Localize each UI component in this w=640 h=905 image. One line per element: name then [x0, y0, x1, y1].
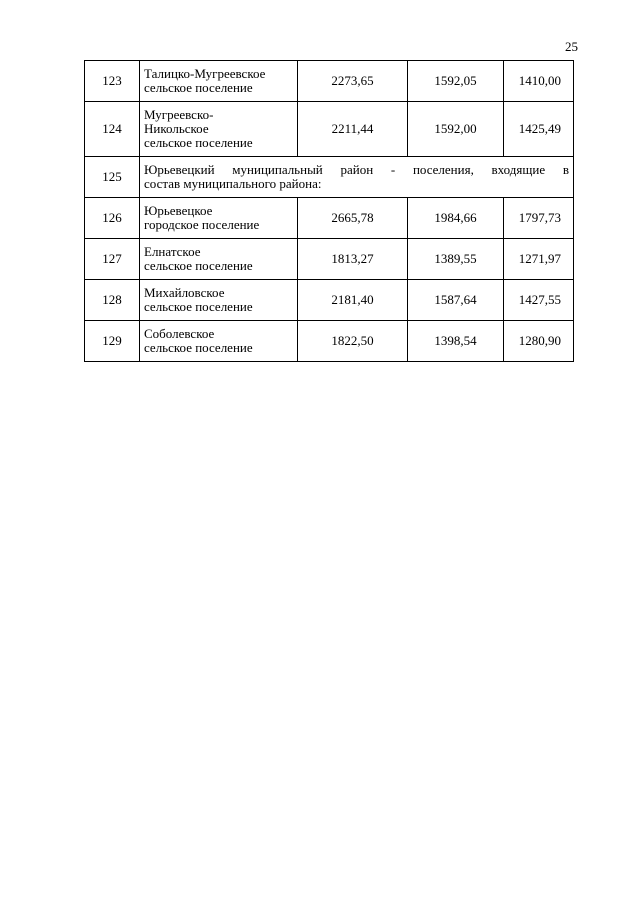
value-cell-2: 1592,05 [408, 61, 504, 102]
value-cell-3: 1797,73 [504, 198, 574, 239]
settlement-name-line: сельское поселение [144, 299, 253, 314]
settlement-name [140, 239, 298, 280]
settlement-name-line: Михайловское [144, 285, 225, 300]
table-row [85, 239, 574, 280]
settlements-table [84, 60, 574, 362]
value-cell-2: 1398,54 [408, 321, 504, 362]
value-cell-2: 1389,55 [408, 239, 504, 280]
value-cell-2: 1592,00 [408, 102, 504, 157]
settlement-name-line: Никольское [144, 121, 209, 136]
value-cell-1: 2211,44 [298, 102, 408, 157]
settlement-name-line: Мугреевско- [144, 107, 214, 122]
value-cell-3: 1410,00 [504, 61, 574, 102]
value-cell-3: 1427,55 [504, 280, 574, 321]
settlement-name-line: сельское поселение [144, 80, 253, 95]
value-cell-1: 2181,40 [298, 280, 408, 321]
row-number: 128 [85, 280, 140, 321]
table-row [85, 102, 574, 157]
value-cell-1: 1822,50 [298, 321, 408, 362]
table-row [85, 321, 574, 362]
row-number: 123 [85, 61, 140, 102]
row-number: 124 [85, 102, 140, 157]
row-number: 127 [85, 239, 140, 280]
settlement-name-line: Юрьевецкое [144, 203, 213, 218]
settlement-name-line: сельское поселение [144, 258, 253, 273]
table-row [85, 280, 574, 321]
row-number: 129 [85, 321, 140, 362]
settlement-name [140, 198, 298, 239]
settlement-name-line: Соболевское [144, 326, 215, 341]
value-cell-1: 2273,65 [298, 61, 408, 102]
value-cell-3: 1425,49 [504, 102, 574, 157]
settlement-name-line: городское поселение [144, 217, 260, 232]
settlement-name [140, 321, 298, 362]
settlement-name [140, 61, 298, 102]
settlement-name-line: Елнатское [144, 244, 201, 259]
settlement-name-line: Талицко-Мугреевское [144, 66, 266, 81]
value-cell-2: 1984,66 [408, 198, 504, 239]
district-heading-line: состав муниципального района: [144, 176, 322, 191]
table-row [85, 157, 574, 198]
value-cell-3: 1280,90 [504, 321, 574, 362]
value-cell-3: 1271,97 [504, 239, 574, 280]
settlement-name-line: сельское поселение [144, 135, 253, 150]
row-number: 126 [85, 198, 140, 239]
settlement-name-line: сельское поселение [144, 340, 253, 355]
district-heading [140, 157, 574, 198]
table-row [85, 198, 574, 239]
row-number: 125 [85, 157, 140, 198]
district-heading-line: Юрьевецкий муниципальный район - поселения, входящие в [144, 162, 569, 177]
value-cell-1: 2665,78 [298, 198, 408, 239]
page-number: 25 [565, 39, 578, 54]
value-cell-1: 1813,27 [298, 239, 408, 280]
settlement-name [140, 102, 298, 157]
value-cell-2: 1587,64 [408, 280, 504, 321]
table-row [85, 61, 574, 102]
settlement-name [140, 280, 298, 321]
